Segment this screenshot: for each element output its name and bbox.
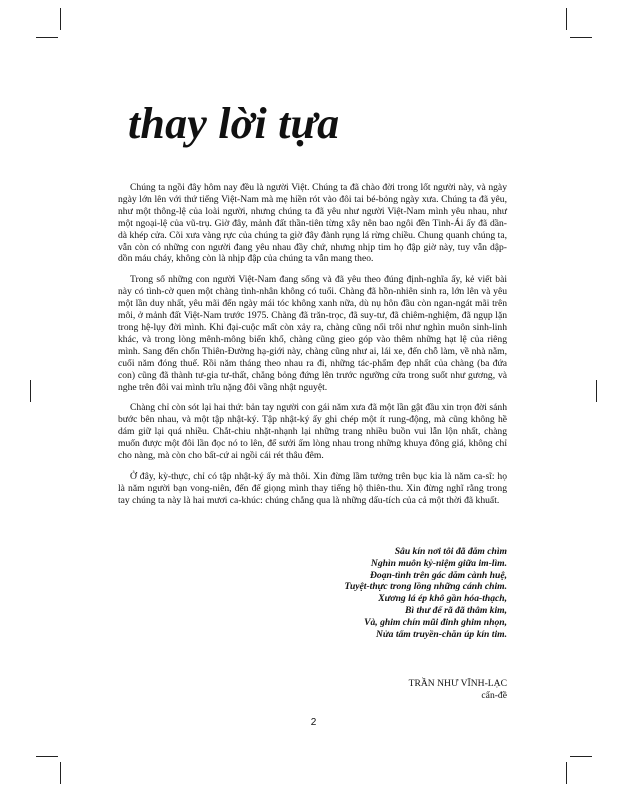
author-name: TRẦN NHƯ VĨNH-LẠC — [408, 678, 507, 689]
signature — [409, 678, 507, 702]
crop-mark — [60, 8, 61, 30]
poem-line: Xương lá ép khô gần hóa-thạch, — [378, 593, 507, 605]
preface-body — [118, 182, 507, 516]
paragraph: Chàng chỉ còn sót lại hai thứ: bản tay người con gái năm xưa đã một lần gật đầu xin trọn đời sánh bước bên nhau, và một tập nhật-ký. Tập nhật-ký ấy ghi chép một ít rung-động, mà cũng không hề dám giữ lại quá nhiều. Chắt-chiu nhặt-nhạnh lại những trang nhiều buồn vui lẫn lộn nhất, chàng muốn được một đôi lần đọc nó to lên, để sưởi ấm lòng nhau trong những khuya đông giá, không chỉ cho nàng, mà còn cho bất-cứ ai ngồi cái rét thâu đêm. — [118, 402, 507, 462]
crop-mark — [596, 380, 597, 402]
crop-mark — [570, 37, 592, 38]
poem-line: Và, ghim chín mũi đinh ghim nhọn, — [364, 616, 507, 628]
poem — [344, 546, 507, 640]
page-number: 2 — [310, 717, 317, 728]
crop-mark — [36, 37, 58, 38]
author-role: cẩn-đề — [481, 690, 507, 701]
poem-line: Nghìn muôn kỷ-niệm giữa im-lìm. — [370, 557, 507, 569]
crop-mark — [570, 756, 592, 757]
crop-mark — [566, 762, 567, 784]
crop-mark — [30, 380, 31, 402]
poem-line: Nửa tấm truyền-chăn úp kín tim. — [375, 628, 507, 640]
paragraph: Trong số những con người Việt-Nam đang sống và đã yêu theo đúng định-nghĩa ấy, kẻ viết bài này có tình-cờ quen một chàng tình-nhân không có tuổi. Chàng đã hồn-nhiên sinh ra, lớn lên và yêu một lần duy nhất, yêu mãi đến ngày mái tóc không xanh nữa, dù nụ hôn đầu còn ngan-ngát mãi trên môi, ở mảnh đất Việt-Nam trước 1975. Chàng đã trăn-trọc, đã suy-tư, đã chiêm-nghiệm, đã ngụp lặn trong hệ-lụy đời mình. Khi đại-cuộc mất còn xảy ra, chàng cũng nổi trôi như nghìn muôn sinh-linh khác, và trong lòng mênh-mông biển khổ, chàng cũng gieo góp vào thêm những hạt lệ của riêng mình. Sang đến chốn Thiên-Đường hạ-giới này, chàng cũng như ai, lái xe, đến chỗ làm, về nhà nằm, cuối năm đóng thuế. Rồi năm tháng theo nhau ra đi, những tác-phẩm đẹp nhất của chàng (ba đứa con) cũng đã thành tư-gia tư-thất, chẳng bỏng đứng lên trước ngưỡng cửa trong suốt như gương, và nghe trên đôi vai mình trĩu nặng đôi vầng nhật nguyệt. — [118, 274, 507, 393]
paragraph: Chúng ta ngồi đây hôm nay đều là người Việt. Chúng ta đã chào đời trong lốt người này, và ngày ngày lớn lên với thứ tiếng Việt-Nam mà mẹ hiền rót vào đôi tai bé-bỏng ngày xưa. Chúng ta đã yêu, như một thông-lệ của loài người, nhưng chúng ta đã yêu như người Việt-Nam mình yêu nhau, như một ngoại-lệ của vũ-trụ. Giờ đây, mảnh đất thần-tiên từng xây nên bao ngôi đền Tình-Ái ấy đã dần-dà khép cửa. Cõi xưa vàng rực của chúng ta giờ đây đành rụng lá rừng chiều. Chung quanh chúng ta, vẫn còn có những con người đang yêu nhau đầy chứ, nhưng nhịp tim họ đập giờ này, tuy vẫn dập-dồn máu cháy, không còn là nhịp đập của chúng ta vẫn mang theo. — [118, 182, 507, 265]
crop-mark — [566, 8, 567, 30]
poem-line: Đoạn-tình trên gác dăm cành huệ, — [369, 569, 507, 581]
page-title: thay lời tựa — [128, 99, 340, 148]
poem-line: Bì thư để rã đã thâm kim, — [405, 604, 507, 616]
crop-mark — [36, 756, 58, 757]
poem-line: Sâu kín nơi tôi đã đắm chìm — [394, 546, 507, 557]
crop-mark — [60, 762, 61, 784]
paragraph: Ở đây, kỳ-thực, chỉ có tập nhật-ký ấy mà thôi. Xin đừng lầm tưởng trên bục kia là năm ca-sĩ: họ là năm người bạn vong-niên, đến để giọng mình thay tiếng hộ thiên-thu. Xin đừng nghĩ rằng trong tay chúng ta này là hai mươi ca-khúc: chúng chẳng qua là những dấu-tích của cả một thời đã khuất. — [118, 470, 507, 506]
poem-line: Tuyệt-thực trong lồng những cánh chim. — [344, 581, 507, 593]
